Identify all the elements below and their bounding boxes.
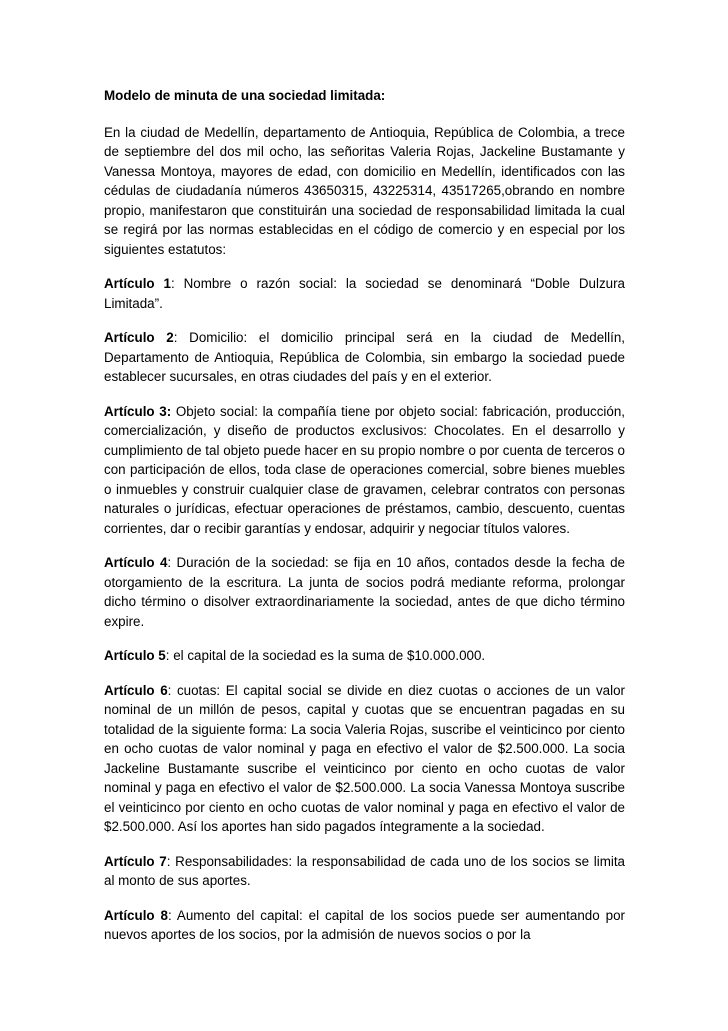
article-5 — [104, 646, 625, 666]
article-4 — [104, 553, 625, 631]
article-6 — [104, 681, 625, 837]
document-page — [104, 86, 625, 960]
article-text: : Duración de la sociedad: se fija en 10 años, contados desde la fecha de otorgamiento de la escritura. La junta de socios podrá mediante reforma, prolongar dicho término o disolver extraordinariamente la sociedad, antes de que dicho término expire. — [104, 555, 625, 629]
intro-paragraph: En la ciudad de Medellín, departamento de Antioquia, República de Colombia, a trece de septiembre del dos mil ocho, las señoritas Valeria Rojas, Jackeline Bustamante y Vanessa Montoya, mayores de edad, con domicilio en Medellín, identificados con las cédulas de ciudadanía números 43650315, 43225314, 43517265,obrando en nombre propio, manifestaron que constituirán una sociedad de responsabilidad limitada la cual se regirá por las normas establecidas en el código de comercio y en especial por los siguientes estatutos: — [104, 124, 625, 257]
article-label: Artículo 8 — [104, 907, 168, 923]
article-text: : Aumento del capital: el capital de los socios puede ser aumentando por nuevos aportes de los socios, por la admisión de nuevos socios o por la — [104, 907, 625, 942]
article-2 — [104, 328, 625, 387]
document-title: Modelo de minuta de una sociedad limitada: — [104, 88, 386, 103]
article-text: : cuotas: El capital social se divide en diez cuotas o acciones de un valor nominal de un millón de pesos, capital y cuotas que se encuentran pagadas en su totalidad de la siguiente forma: La socia Valeria Rojas, suscribe el veinticinco por ciento en ocho cuotas de valor nominal y paga en efectivo el valor de $2.500.000. La socia Jackeline Bustamante suscribe el veinticinco por ciento en ocho cuotas de valor nominal y paga en efectivo el valor de $2.500.000. La socia Vanessa Montoya suscribe el veinticinco por ciento en ocho cuotas de valor nominal y paga en efectivo el valor de $2.500.000. Así los aportes han sido pagados íntegramente a la sociedad. — [104, 682, 625, 834]
article-label: Artículo 4 — [104, 555, 168, 570]
article-label: Artículo 6 — [104, 682, 168, 698]
article-1 — [104, 274, 625, 313]
article-label: Artículo 1 — [104, 276, 171, 291]
article-8 — [104, 906, 625, 945]
article-text: : Nombre o razón social: la sociedad se denominará “Doble Dulzura Limitada”. — [104, 276, 625, 311]
article-7 — [104, 852, 625, 891]
article-label: Artículo 7 — [104, 853, 167, 869]
article-label: Artículo 3: — [104, 403, 172, 419]
article-label: Artículo 2 — [104, 330, 174, 345]
article-text: : Responsabilidades: la responsabilidad de cada uno de los socios se limita al monto de sus aportes. — [104, 853, 625, 888]
article-text: : Domicilio: el domicilio principal será en la ciudad de Medellín, Departamento de Antioquia, República de Colombia, sin embargo la sociedad puede establecer sucursales, en otras ciudades del país y en el exterior. — [104, 330, 625, 384]
article-3 — [104, 402, 625, 539]
article-text: Objeto social: la compañía tiene por objeto social: fabricación, producción, comercialización, y diseño de productos exclusivos: Chocolates. En el desarrollo y cumplimiento de tal objeto puede hacer en su propio nombre o por cuenta de terceros o con participación de ellos, toda clase de operaciones comercial, sobre bienes muebles o inmuebles y construir cualquier clase de gravamen, celebrar contratos con personas naturales o jurídicas, efectuar operaciones de préstamos, cambio, descuento, cuentas corrientes, dar o recibir garantías y endosar, adquirir y negociar títulos valores. — [104, 403, 625, 536]
article-label: Artículo 5 — [104, 648, 166, 663]
article-text: : el capital de la sociedad es la suma de $10.000.000. — [165, 648, 486, 663]
